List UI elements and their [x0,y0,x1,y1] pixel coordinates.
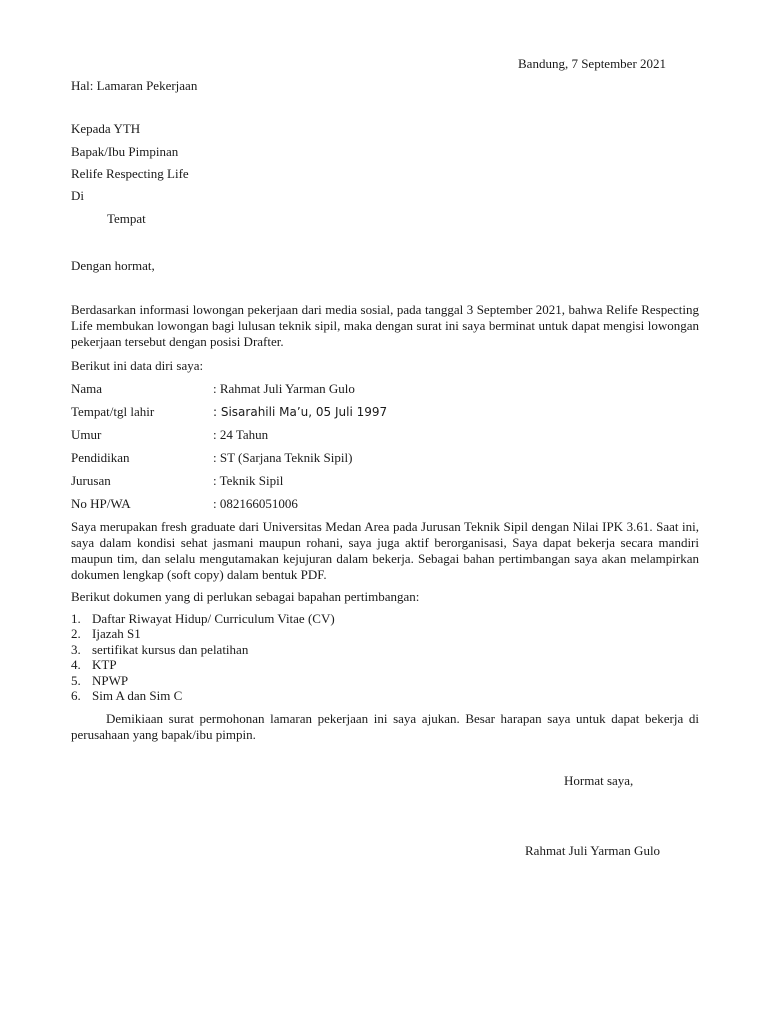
field-label-name: Nama [71,381,103,396]
field-label-major: Jurusan [71,473,111,488]
about-paragraph: Saya merupakan fresh graduate dari Universitas Medan Area pada Jurusan Teknik Sipil dengan Nilai IPK 3.61. Saat ini, saya dalam kondisi sehat jasmani maupun rohani, saya juga aktif berorganisasi, Saya dapat bekerja secara mandiri maupun tim, dan selalu mengutamakan kejujuran dalam bekerja. Sebagai bahan pertimbangan saya akan melampirkan dokumen lengkap (soft copy) dalam bentuk PDF. [71,519,699,582]
subject-line: Hal: Lamaran Pekerjaan [71,78,198,93]
list-item [71,657,335,672]
list-item-number: 6. [71,687,81,703]
list-item [71,642,335,657]
field-value-education: : ST (Sarjana Teknik Sipil) [213,450,353,465]
greeting: Dengan hormat, [71,258,155,273]
field-value-major: : Teknik Sipil [213,473,284,488]
list-item-text: KTP [92,657,117,673]
recipient-line-3: Relife Respecting Life [71,166,189,181]
field-value-phone: : 082166051006 [213,496,298,511]
recipient-line-1: Kepada YTH [71,121,141,136]
list-item [71,673,335,688]
list-item-number: 3. [71,641,81,657]
field-label-education: Pendidikan [71,450,130,465]
signer-name: Rahmat Juli Yarman Gulo [525,843,661,858]
list-item-text: Daftar Riwayat Hidup/ Curriculum Vitae (CV) [92,611,335,626]
list-item-text: sertifikat kursus dan pelatihan [92,641,249,657]
list-item [71,611,335,626]
list-item-text: Sim A dan Sim C [92,687,183,703]
recipient-line-5: Tempat [107,211,146,226]
list-item-number: 1. [71,611,81,626]
data-intro: Berikut ini data diri saya: [71,358,204,373]
closing-paragraph: Demikiaan surat permohonan lamaran pekerjaan ini saya ajukan. Besar harapan saya untuk dapat bekerja di perusahaan yang bapak/ibu pimpin. [71,711,699,742]
list-item-text: NPWP [92,672,129,688]
sign-off: Hormat saya, [564,773,634,788]
field-value-birth: : Sisarahili Ma’u, 05 Juli 1997 [213,405,388,419]
field-label-phone: No HP/WA [71,496,131,511]
recipient-line-2: Bapak/Ibu Pimpinan [71,144,179,159]
list-item-number: 4. [71,657,81,673]
list-item [71,688,335,703]
field-label-birth: Tempat/tgl lahir [71,404,155,419]
list-item-text: Ijazah S1 [92,626,141,642]
field-value-age: : 24 Tahun [213,427,269,442]
list-item-number: 2. [71,626,81,642]
place-date: Bandung, 7 September 2021 [518,56,667,71]
field-value-name: : Rahmat Juli Yarman Gulo [213,381,355,396]
documents-list [71,611,335,703]
list-item [71,626,335,641]
field-label-age: Umur [71,427,102,442]
list-item-number: 5. [71,672,81,688]
recipient-line-4: Di [71,188,84,203]
intro-paragraph: Berdasarkan informasi lowongan pekerjaan dari media sosial, pada tanggal 3 September 2021, bahwa Relife Respecting Life membukan lowongan bagi lulusan teknik sipil, maka dengan surat ini saya berminat untuk dapat mengisi lowongan pekerjaan tersebut dengan posisi Drafter. [71,302,699,349]
documents-intro: Berikut dokumen yang di perlukan sebagai bapahan pertimbangan: [71,589,420,604]
